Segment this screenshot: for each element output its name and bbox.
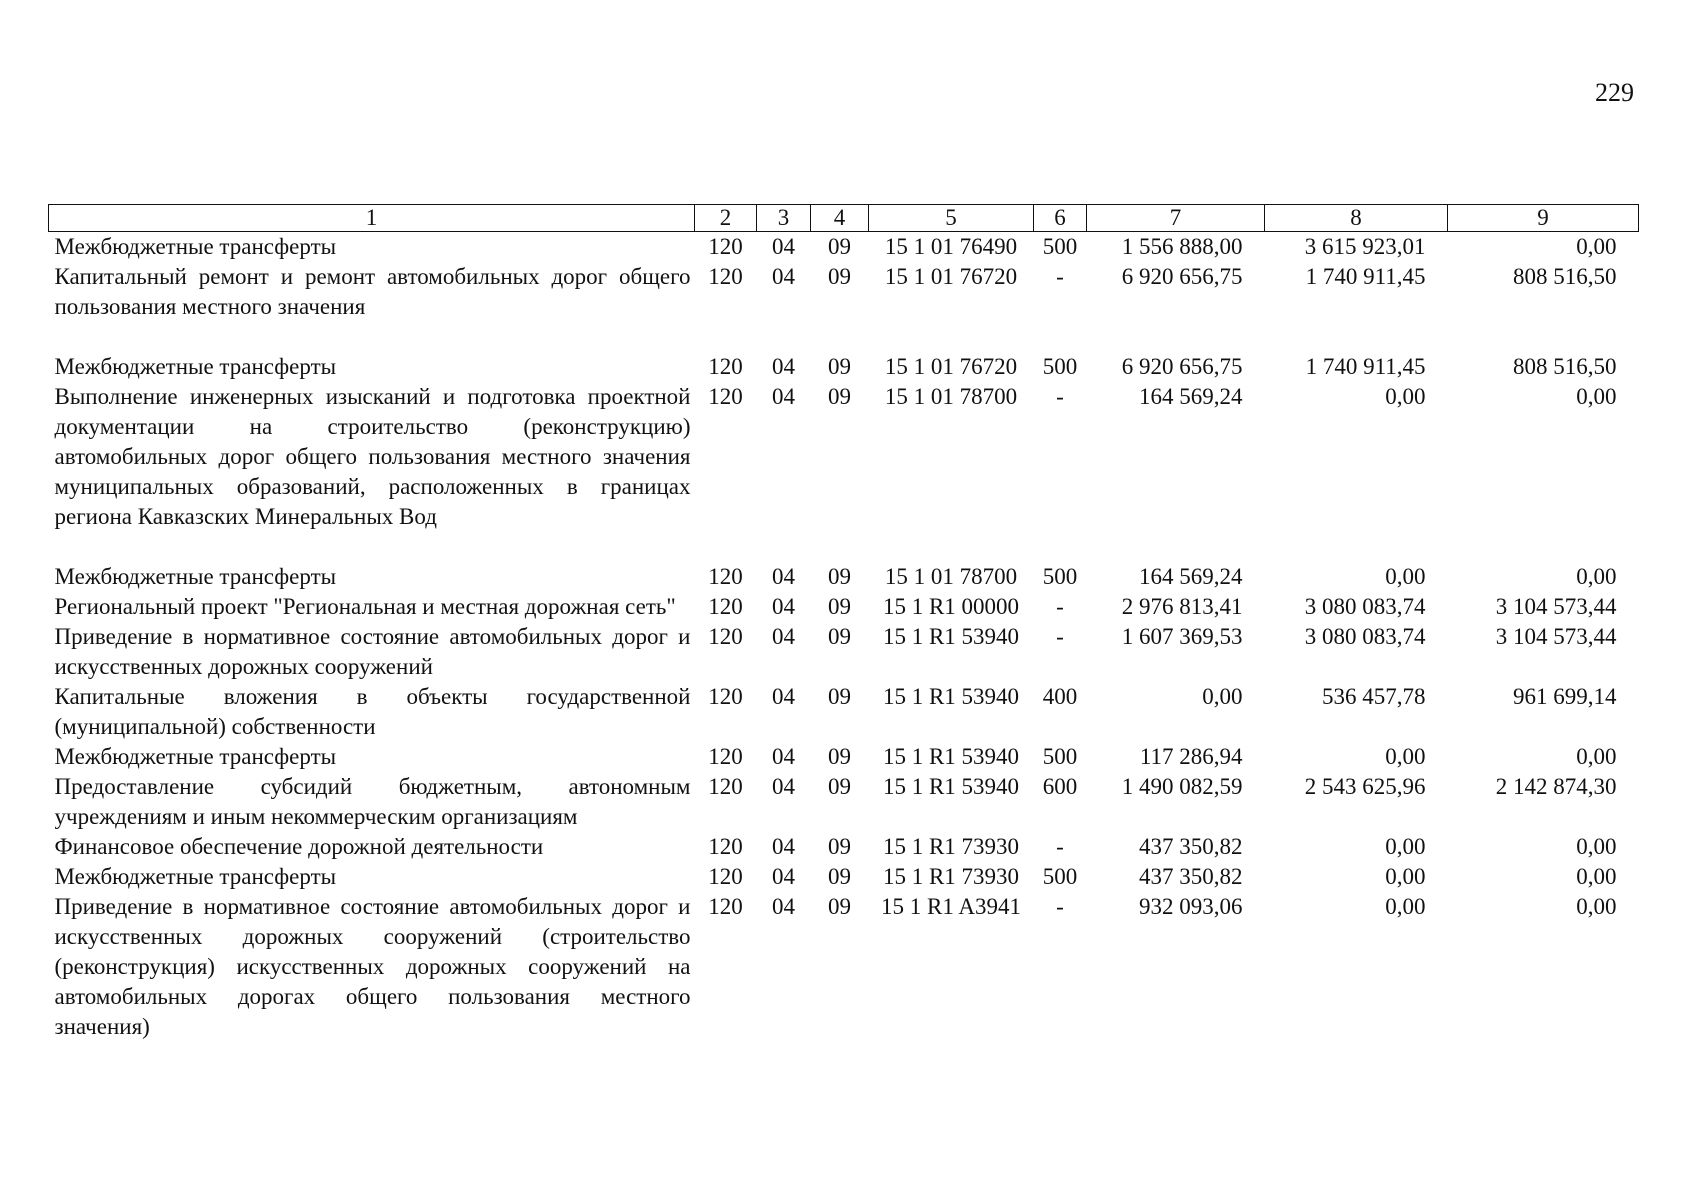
- col-5-cell: 15 1 R1 53940: [882, 774, 1020, 799]
- col-3-cell: 04: [772, 684, 795, 709]
- col-9-cell: 808 516,50: [1513, 264, 1617, 289]
- col-3-cell: 04: [772, 864, 795, 889]
- column-header-9: 9: [1448, 205, 1639, 232]
- col-3-cell: 04: [772, 264, 795, 289]
- col-5-cell: 15 1 R1 53940: [882, 624, 1020, 649]
- col-6-cell: -: [1056, 384, 1064, 409]
- col-3-cell: 04: [772, 354, 795, 379]
- col-2-cell: 120: [708, 384, 743, 409]
- table-row: [49, 862, 1639, 892]
- col-2-cell: 120: [708, 354, 743, 379]
- column-header-4: 4: [811, 205, 869, 232]
- col-7-cell: 164 569,24: [1139, 564, 1243, 589]
- col-8-cell: 0,00: [1385, 384, 1426, 409]
- col-6-cell: -: [1056, 894, 1064, 919]
- col-5-cell: 15 1 R1 53940: [882, 684, 1020, 709]
- col-4-cell: 09: [828, 264, 851, 289]
- column-header-2: 2: [695, 205, 757, 232]
- col-4-cell: 09: [828, 624, 851, 649]
- col-7-cell: 1 490 082,59: [1121, 774, 1243, 799]
- col-4-cell: 09: [828, 384, 851, 409]
- col-6-cell: -: [1056, 624, 1064, 649]
- col-7-cell: 2 976 813,41: [1121, 594, 1243, 619]
- column-header-6: 6: [1034, 205, 1087, 232]
- col-8-cell: 2 543 625,96: [1304, 774, 1426, 799]
- table-row: [49, 682, 1639, 742]
- col-5-cell: 15 1 R1 A3941: [881, 894, 1021, 919]
- col-6-cell: 500: [1042, 864, 1078, 889]
- row-name-cell: Межбюджетные трансферты: [54, 354, 337, 379]
- col-4-cell: 09: [828, 834, 851, 859]
- col-8-cell: 3 615 923,01: [1304, 234, 1426, 259]
- column-header-3: 3: [757, 205, 811, 232]
- col-5-cell: 15 1 01 76720: [884, 354, 1018, 379]
- row-name-cell: Капитальные вложения в объекты государственной (муниципальной) собственности: [54, 684, 691, 739]
- row-name-cell: Приведение в нормативное состояние автомобильных дорог и искусственных дорожных сооружений: [54, 624, 691, 679]
- col-9-cell: 3 104 573,44: [1495, 594, 1617, 619]
- col-6-cell: 500: [1042, 354, 1078, 379]
- row-name-cell: Межбюджетные трансферты: [54, 744, 337, 769]
- col-5-cell: 15 1 R1 00000: [882, 594, 1020, 619]
- col-6-cell: 600: [1042, 774, 1078, 799]
- col-4-cell: 09: [828, 684, 851, 709]
- table-row: [49, 622, 1639, 682]
- col-5-cell: 15 1 01 78700: [884, 384, 1018, 409]
- col-2-cell: 120: [708, 234, 743, 259]
- row-name-cell: Капитальный ремонт и ремонт автомобильных дорог общего пользования местного значения: [54, 264, 691, 319]
- column-header-7: 7: [1087, 205, 1265, 232]
- col-8-cell: 3 080 083,74: [1304, 624, 1426, 649]
- col-6-cell: 500: [1042, 564, 1078, 589]
- col-8-cell: 0,00: [1385, 564, 1426, 589]
- col-4-cell: 09: [828, 234, 851, 259]
- col-2-cell: 120: [708, 834, 743, 859]
- column-header-1: 1: [49, 205, 695, 232]
- col-2-cell: 120: [708, 684, 743, 709]
- col-3-cell: 04: [772, 234, 795, 259]
- col-3-cell: 04: [772, 384, 795, 409]
- page-number: 229: [1595, 78, 1634, 107]
- col-6-cell: -: [1056, 594, 1064, 619]
- col-9-cell: 0,00: [1576, 234, 1617, 259]
- col-9-cell: 0,00: [1576, 864, 1617, 889]
- col-2-cell: 120: [708, 774, 743, 799]
- col-8-cell: 0,00: [1385, 894, 1426, 919]
- row-name-cell: Выполнение инженерных изысканий и подготовка проектной документации на строительство (реконструкцию) автомобильных дорог общего пользования местного значения муниципальных образований, расположенных в границах региона Кавказских Минеральных Вод: [54, 384, 691, 529]
- table-row: [49, 232, 1639, 263]
- col-4-cell: 09: [828, 744, 851, 769]
- col-2-cell: 120: [708, 624, 743, 649]
- col-4-cell: 09: [828, 594, 851, 619]
- col-7-cell: 0,00: [1202, 684, 1243, 709]
- col-8-cell: 1 740 911,45: [1305, 354, 1426, 379]
- col-9-cell: 3 104 573,44: [1495, 624, 1617, 649]
- col-5-cell: 15 1 01 76720: [884, 264, 1018, 289]
- col-8-cell: 3 080 083,74: [1304, 594, 1426, 619]
- col-9-cell: 961 699,14: [1513, 684, 1617, 709]
- col-4-cell: 09: [828, 894, 851, 919]
- col-3-cell: 04: [772, 834, 795, 859]
- col-3-cell: 04: [772, 624, 795, 649]
- col-5-cell: 15 1 R1 53940: [882, 744, 1020, 769]
- col-4-cell: 09: [828, 774, 851, 799]
- col-2-cell: 120: [708, 744, 743, 769]
- col-6-cell: 500: [1042, 744, 1078, 769]
- col-8-cell: 0,00: [1385, 744, 1426, 769]
- col-7-cell: 437 350,82: [1139, 834, 1243, 859]
- col-5-cell: 15 1 R1 73930: [882, 834, 1020, 859]
- row-name-cell: Межбюджетные трансферты: [54, 234, 337, 259]
- col-7-cell: 1 607 369,53: [1121, 624, 1243, 649]
- col-2-cell: 120: [708, 594, 743, 619]
- row-name-cell: Финансовое обеспечение дорожной деятельности: [54, 834, 544, 859]
- table-row: [49, 352, 1639, 382]
- col-8-cell: 0,00: [1385, 834, 1426, 859]
- col-7-cell: 6 920 656,75: [1121, 354, 1243, 379]
- table-header: [49, 205, 1639, 232]
- col-2-cell: 120: [708, 564, 743, 589]
- row-name-cell: Региональный проект "Региональная и местная дорожная сеть": [54, 594, 676, 619]
- budget-table: [48, 204, 1639, 1042]
- table-body: [49, 232, 1639, 1043]
- col-3-cell: 04: [772, 894, 795, 919]
- col-5-cell: 15 1 01 76490: [884, 234, 1018, 259]
- col-3-cell: 04: [772, 594, 795, 619]
- table-row: [49, 592, 1639, 622]
- col-9-cell: 0,00: [1576, 894, 1617, 919]
- table-row: [49, 562, 1639, 592]
- col-9-cell: 0,00: [1576, 744, 1617, 769]
- col-9-cell: 0,00: [1576, 564, 1617, 589]
- col-9-cell: 2 142 874,30: [1495, 774, 1617, 799]
- col-2-cell: 120: [708, 894, 743, 919]
- col-6-cell: -: [1056, 264, 1064, 289]
- col-7-cell: 6 920 656,75: [1121, 264, 1243, 289]
- row-name-cell: Межбюджетные трансферты: [54, 564, 337, 589]
- col-7-cell: 932 093,06: [1139, 894, 1243, 919]
- col-6-cell: 500: [1042, 234, 1078, 259]
- col-6-cell: -: [1056, 834, 1064, 859]
- table-row: [49, 742, 1639, 772]
- table-row: [49, 832, 1639, 862]
- table-row: [49, 772, 1639, 832]
- col-5-cell: 15 1 01 78700: [884, 564, 1018, 589]
- table-row: [49, 892, 1639, 1042]
- column-header-8: 8: [1265, 205, 1448, 232]
- row-name-cell: Межбюджетные трансферты: [54, 864, 337, 889]
- col-9-cell: 808 516,50: [1513, 354, 1617, 379]
- col-8-cell: 1 740 911,45: [1305, 264, 1426, 289]
- col-3-cell: 04: [772, 774, 795, 799]
- col-5-cell: 15 1 R1 73930: [882, 864, 1020, 889]
- col-8-cell: 0,00: [1385, 864, 1426, 889]
- col-6-cell: 400: [1042, 684, 1078, 709]
- col-9-cell: 0,00: [1576, 384, 1617, 409]
- col-7-cell: 437 350,82: [1139, 864, 1243, 889]
- table-row: [49, 262, 1639, 352]
- col-3-cell: 04: [772, 564, 795, 589]
- col-7-cell: 164 569,24: [1139, 384, 1243, 409]
- row-name-cell: Приведение в нормативное состояние автомобильных дорог и искусственных дорожных сооружений (строительство (реконструкция) искусственных дорожных сооружений на автомобильных дорогах общего пользования местного значения): [54, 894, 691, 1039]
- column-header-5: 5: [869, 205, 1034, 232]
- row-name-cell: Предоставление субсидий бюджетным, автономным учреждениям и иным некоммерческим организациям: [54, 774, 691, 829]
- col-7-cell: 117 286,94: [1139, 744, 1243, 769]
- col-4-cell: 09: [828, 864, 851, 889]
- col-7-cell: 1 556 888,00: [1121, 234, 1243, 259]
- col-4-cell: 09: [828, 354, 851, 379]
- col-2-cell: 120: [708, 264, 743, 289]
- col-2-cell: 120: [708, 864, 743, 889]
- col-4-cell: 09: [828, 564, 851, 589]
- col-9-cell: 0,00: [1576, 834, 1617, 859]
- col-3-cell: 04: [772, 744, 795, 769]
- col-8-cell: 536 457,78: [1322, 684, 1426, 709]
- table-row: [49, 382, 1639, 562]
